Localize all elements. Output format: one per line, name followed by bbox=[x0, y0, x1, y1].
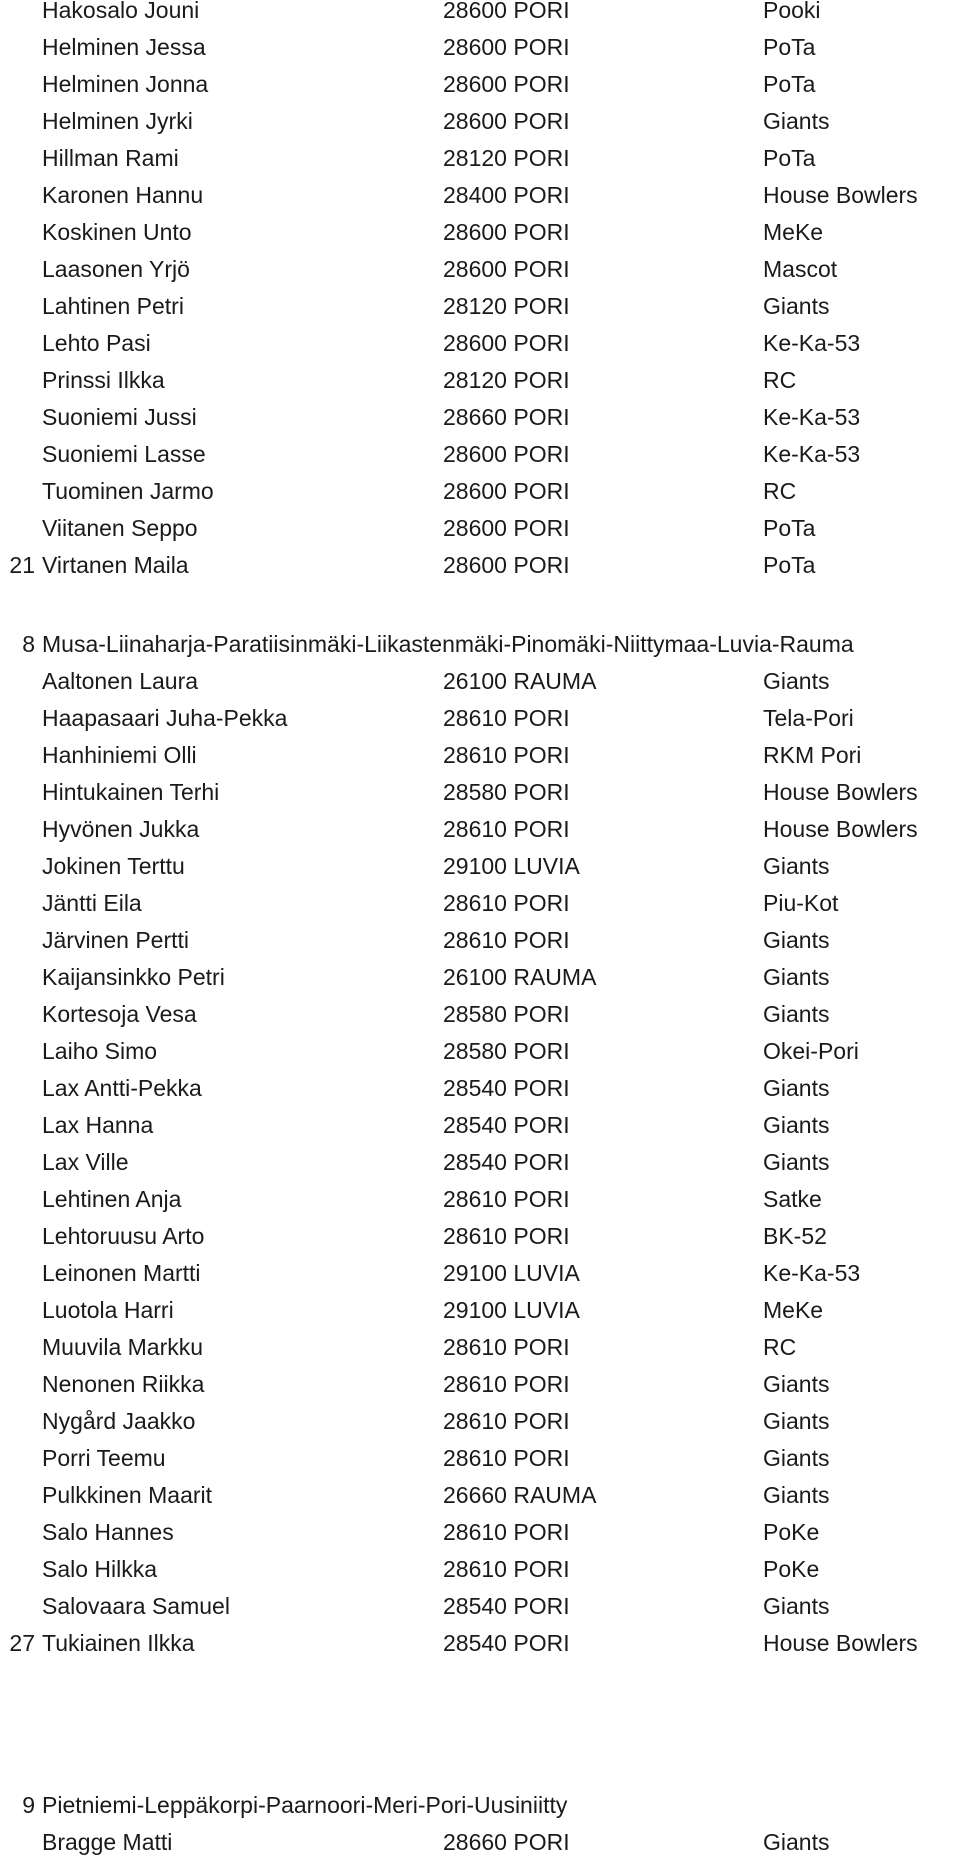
member-row bbox=[0, 996, 960, 1033]
member-row bbox=[0, 1824, 960, 1861]
member-club: Giants bbox=[763, 1149, 830, 1175]
member-address: 28610 PORI bbox=[443, 1556, 570, 1582]
member-address: 28610 PORI bbox=[443, 1186, 570, 1212]
section-number: 8 bbox=[22, 631, 35, 657]
member-name: Koskinen Unto bbox=[42, 219, 192, 245]
member-address: 29100 LUVIA bbox=[443, 853, 580, 879]
member-name: Aaltonen Laura bbox=[42, 668, 199, 694]
member-row bbox=[0, 1255, 960, 1292]
member-club: Giants bbox=[763, 1112, 830, 1138]
member-row bbox=[0, 737, 960, 774]
member-address: 28600 PORI bbox=[443, 330, 570, 356]
member-name: Hanhiniemi Olli bbox=[42, 742, 197, 768]
member-club: Giants bbox=[763, 1371, 830, 1397]
member-address: 28660 PORI bbox=[443, 404, 570, 430]
member-name: Leinonen Martti bbox=[42, 1260, 201, 1286]
member-name: Hillman Rami bbox=[42, 145, 179, 171]
member-name: Salo Hilkka bbox=[42, 1556, 158, 1582]
member-name: Lahtinen Petri bbox=[42, 293, 184, 319]
member-row bbox=[0, 1292, 960, 1329]
member-row bbox=[0, 1033, 960, 1070]
member-row bbox=[0, 177, 960, 214]
member-club: Giants bbox=[763, 853, 830, 879]
member-row bbox=[0, 1588, 960, 1625]
member-club: PoKe bbox=[763, 1556, 820, 1582]
member-name: Helminen Jyrki bbox=[42, 108, 193, 134]
member-address: 28580 PORI bbox=[443, 1001, 570, 1027]
member-club: PoTa bbox=[763, 145, 816, 171]
member-club: Ke-Ka-53 bbox=[763, 330, 861, 356]
member-name: Lax Hanna bbox=[42, 1112, 154, 1138]
member-row bbox=[0, 1181, 960, 1218]
member-name: Järvinen Pertti bbox=[42, 927, 190, 953]
section-title: Pietniemi-Leppäkorpi-Paarnoori-Meri-Pori-Uusiniitty bbox=[42, 1792, 568, 1818]
member-name: Salo Hannes bbox=[42, 1519, 174, 1545]
member-name: Haapasaari Juha-Pekka bbox=[42, 705, 288, 731]
member-club: Giants bbox=[763, 964, 830, 990]
member-address: 28400 PORI bbox=[443, 182, 570, 208]
member-name: Jäntti Eila bbox=[42, 890, 142, 916]
member-row bbox=[0, 1218, 960, 1255]
member-name: Prinssi Ilkka bbox=[42, 367, 165, 393]
member-address: 28600 PORI bbox=[443, 256, 570, 282]
member-club: Ke-Ka-53 bbox=[763, 404, 861, 430]
member-row bbox=[0, 436, 960, 473]
member-address: 28120 PORI bbox=[443, 293, 570, 319]
member-row bbox=[0, 1403, 960, 1440]
member-club: Pooki bbox=[763, 0, 821, 23]
member-club: MeKe bbox=[763, 219, 824, 245]
member-name: Viitanen Seppo bbox=[42, 515, 198, 541]
member-address: 28580 PORI bbox=[443, 779, 570, 805]
member-club: Mascot bbox=[763, 256, 838, 282]
row-count: 21 bbox=[9, 552, 35, 578]
member-club: Giants bbox=[763, 1593, 830, 1619]
member-name: Muuvila Markku bbox=[42, 1334, 204, 1360]
member-club: PoTa bbox=[763, 34, 816, 60]
member-row bbox=[0, 288, 960, 325]
member-club: House Bowlers bbox=[763, 779, 918, 805]
member-club: Giants bbox=[763, 108, 830, 134]
member-address: 29100 LUVIA bbox=[443, 1297, 580, 1323]
member-address: 28540 PORI bbox=[443, 1149, 570, 1175]
member-name: Porri Teemu bbox=[42, 1445, 166, 1471]
member-address: 28580 PORI bbox=[443, 1038, 570, 1064]
member-address: 28610 PORI bbox=[443, 1408, 570, 1434]
member-name: Luotola Harri bbox=[42, 1297, 174, 1323]
member-row bbox=[0, 103, 960, 140]
member-address: 28600 PORI bbox=[443, 552, 570, 578]
member-address: 26660 RAUMA bbox=[443, 1482, 597, 1508]
member-address: 28610 PORI bbox=[443, 816, 570, 842]
member-club: PoTa bbox=[763, 515, 816, 541]
member-club: House Bowlers bbox=[763, 182, 918, 208]
section-header bbox=[0, 626, 960, 663]
member-row bbox=[0, 1366, 960, 1403]
member-row bbox=[0, 700, 960, 737]
member-address: 28610 PORI bbox=[443, 1445, 570, 1471]
member-row bbox=[0, 1070, 960, 1107]
member-row bbox=[0, 325, 960, 362]
member-name: Helminen Jonna bbox=[42, 71, 209, 97]
member-club: Ke-Ka-53 bbox=[763, 1260, 861, 1286]
member-row bbox=[0, 1107, 960, 1144]
member-club: BK-52 bbox=[763, 1223, 827, 1249]
member-row bbox=[0, 251, 960, 288]
member-address: 28610 PORI bbox=[443, 1519, 570, 1545]
member-club: Giants bbox=[763, 668, 830, 694]
row-count: 27 bbox=[9, 1630, 35, 1656]
member-name: Hintukainen Terhi bbox=[42, 779, 220, 805]
member-name: Nenonen Riikka bbox=[42, 1371, 205, 1397]
member-address: 28660 PORI bbox=[443, 1829, 570, 1855]
member-row bbox=[0, 1625, 960, 1662]
member-name: Lehto Pasi bbox=[42, 330, 151, 356]
member-club: RC bbox=[763, 367, 797, 393]
member-address: 28600 PORI bbox=[443, 478, 570, 504]
member-club: Piu-Kot bbox=[763, 890, 839, 916]
member-row bbox=[0, 399, 960, 436]
member-row bbox=[0, 214, 960, 251]
member-club: Giants bbox=[763, 1408, 830, 1434]
member-row bbox=[0, 1144, 960, 1181]
member-name: Tukiainen Ilkka bbox=[42, 1630, 195, 1656]
member-club: Tela-Pori bbox=[763, 705, 854, 731]
member-address: 28120 PORI bbox=[443, 367, 570, 393]
member-name: Karonen Hannu bbox=[42, 182, 204, 208]
member-name: Lax Antti-Pekka bbox=[42, 1075, 202, 1101]
member-name: Lax Ville bbox=[42, 1149, 129, 1175]
member-address: 28600 PORI bbox=[443, 0, 570, 23]
member-row bbox=[0, 774, 960, 811]
member-address: 28600 PORI bbox=[443, 441, 570, 467]
member-address: 28610 PORI bbox=[443, 1334, 570, 1360]
member-address: 28600 PORI bbox=[443, 219, 570, 245]
member-address: 28540 PORI bbox=[443, 1593, 570, 1619]
member-club: Giants bbox=[763, 1482, 830, 1508]
member-club: PoKe bbox=[763, 1519, 820, 1545]
member-row bbox=[0, 922, 960, 959]
member-club: Satke bbox=[763, 1186, 822, 1212]
member-address: 28600 PORI bbox=[443, 71, 570, 97]
member-address: 28610 PORI bbox=[443, 1223, 570, 1249]
member-address: 28540 PORI bbox=[443, 1630, 570, 1656]
member-address: 28600 PORI bbox=[443, 34, 570, 60]
section-title: Musa-Liinaharja-Paratiisinmäki-Liikastenmäki-Pinomäki-Niittymaa-Luvia-Rauma bbox=[42, 631, 854, 657]
member-name: Laasonen Yrjö bbox=[42, 256, 190, 282]
member-row bbox=[0, 1514, 960, 1551]
member-name: Helminen Jessa bbox=[42, 34, 206, 60]
member-row bbox=[0, 663, 960, 700]
member-address: 28610 PORI bbox=[443, 705, 570, 731]
member-club: PoTa bbox=[763, 71, 816, 97]
member-row bbox=[0, 362, 960, 399]
member-name: Kaijansinkko Petri bbox=[42, 964, 225, 990]
member-club: Giants bbox=[763, 927, 830, 953]
member-row bbox=[0, 848, 960, 885]
member-address: 26100 RAUMA bbox=[443, 964, 597, 990]
member-club: RKM Pori bbox=[763, 742, 862, 768]
member-row bbox=[0, 510, 960, 547]
member-club: Ke-Ka-53 bbox=[763, 441, 861, 467]
section-number: 9 bbox=[22, 1792, 35, 1818]
member-club: MeKe bbox=[763, 1297, 824, 1323]
member-address: 29100 LUVIA bbox=[443, 1260, 580, 1286]
member-address: 28610 PORI bbox=[443, 927, 570, 953]
member-name: Lehtinen Anja bbox=[42, 1186, 182, 1212]
member-address: 28120 PORI bbox=[443, 145, 570, 171]
member-club: House Bowlers bbox=[763, 816, 918, 842]
member-name: Pulkkinen Maarit bbox=[42, 1482, 213, 1508]
member-club: Giants bbox=[763, 1829, 830, 1855]
member-club: Giants bbox=[763, 1075, 830, 1101]
member-address: 28540 PORI bbox=[443, 1075, 570, 1101]
member-club: RC bbox=[763, 1334, 797, 1360]
member-row bbox=[0, 29, 960, 66]
member-name: Jokinen Terttu bbox=[42, 853, 185, 879]
member-name: Salovaara Samuel bbox=[42, 1593, 230, 1619]
member-address: 28610 PORI bbox=[443, 890, 570, 916]
member-row bbox=[0, 885, 960, 922]
member-address: 28600 PORI bbox=[443, 515, 570, 541]
member-row bbox=[0, 1329, 960, 1366]
member-row bbox=[0, 0, 960, 29]
member-address: 28610 PORI bbox=[443, 742, 570, 768]
member-row bbox=[0, 1551, 960, 1588]
member-club: House Bowlers bbox=[763, 1630, 918, 1656]
member-address: 28610 PORI bbox=[443, 1371, 570, 1397]
member-name: Kortesoja Vesa bbox=[42, 1001, 197, 1027]
member-row bbox=[0, 811, 960, 848]
member-club: Giants bbox=[763, 1001, 830, 1027]
member-row bbox=[0, 1477, 960, 1514]
member-name: Bragge Matti bbox=[42, 1829, 173, 1855]
member-row bbox=[0, 959, 960, 996]
member-row bbox=[0, 473, 960, 510]
member-name: Hyvönen Jukka bbox=[42, 816, 200, 842]
member-name: Tuominen Jarmo bbox=[42, 478, 214, 504]
member-address: 28600 PORI bbox=[443, 108, 570, 134]
member-club: RC bbox=[763, 478, 797, 504]
member-club: Giants bbox=[763, 293, 830, 319]
member-name: Virtanen Maila bbox=[42, 552, 189, 578]
member-name: Lehtoruusu Arto bbox=[42, 1223, 205, 1249]
member-address: 28540 PORI bbox=[443, 1112, 570, 1138]
member-name: Laiho Simo bbox=[42, 1038, 158, 1064]
member-name: Hakosalo Jouni bbox=[42, 0, 200, 23]
member-row bbox=[0, 547, 960, 584]
member-club: Giants bbox=[763, 1445, 830, 1471]
member-name: Suoniemi Jussi bbox=[42, 404, 197, 430]
member-club: Okei-Pori bbox=[763, 1038, 859, 1064]
member-row bbox=[0, 66, 960, 103]
member-row bbox=[0, 140, 960, 177]
member-club: PoTa bbox=[763, 552, 816, 578]
member-address: 26100 RAUMA bbox=[443, 668, 597, 694]
member-name: Suoniemi Lasse bbox=[42, 441, 206, 467]
member-row bbox=[0, 1440, 960, 1477]
section-header bbox=[0, 1787, 960, 1824]
member-name: Nygård Jaakko bbox=[42, 1408, 196, 1434]
